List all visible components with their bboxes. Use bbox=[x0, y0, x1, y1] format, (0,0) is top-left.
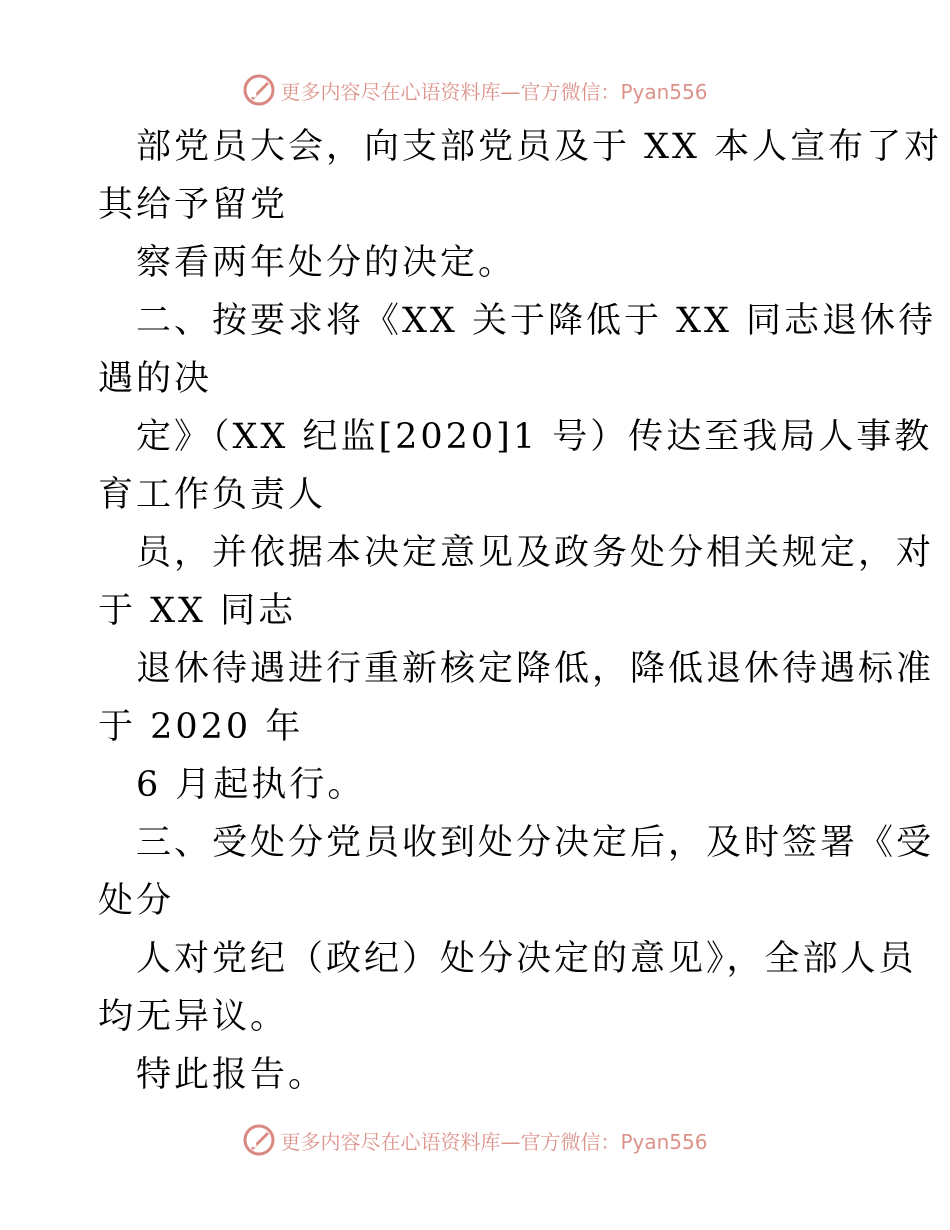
watermark-text-bottom: 更多内容尽在心语资料库—官方微信：Pyan556 bbox=[280, 1129, 708, 1154]
quill-circle-icon bbox=[242, 73, 276, 107]
body-line: 三、受处分党员收到处分决定后，及时签署《受 bbox=[136, 823, 935, 863]
body-line: 员，并依据本决定意见及政务处分相关规定，对 bbox=[136, 533, 935, 573]
body-line: 定》（XX 纪监[2020]1 号）传达至我局人事教 bbox=[136, 417, 933, 457]
body-line: 人对党纪（政纪）处分决定的意见》，全部人员 bbox=[136, 939, 917, 979]
body-line: 均无异议。 bbox=[98, 997, 289, 1037]
body-line: 其给予留党 bbox=[98, 185, 289, 225]
body-line: 6 月起执行。 bbox=[136, 765, 366, 805]
quill-circle-icon bbox=[242, 1123, 276, 1157]
body-line: 育工作负责人 bbox=[98, 475, 327, 515]
document-body bbox=[98, 118, 943, 1104]
body-line: 遇的决 bbox=[98, 359, 213, 399]
body-line: 察看两年处分的决定。 bbox=[136, 243, 517, 283]
body-line: 处分 bbox=[98, 881, 175, 921]
watermark-banner-bottom bbox=[0, 1120, 950, 1160]
watermark-text-top: 更多内容尽在心语资料库—官方微信：Pyan556 bbox=[280, 79, 708, 104]
body-line: 特此报告。 bbox=[136, 1055, 327, 1095]
body-line: 二、按要求将《XX 关于降低于 XX 同志退休待 bbox=[136, 301, 937, 341]
body-line: 于 XX 同志 bbox=[98, 591, 297, 631]
body-line: 部党员大会，向支部党员及于 XX 本人宣布了对 bbox=[136, 127, 943, 167]
watermark-banner-top bbox=[0, 70, 950, 110]
body-line: 退休待遇进行重新核定降低，降低退休待遇标准 bbox=[136, 649, 935, 689]
body-line: 于 2020 年 bbox=[98, 707, 304, 747]
